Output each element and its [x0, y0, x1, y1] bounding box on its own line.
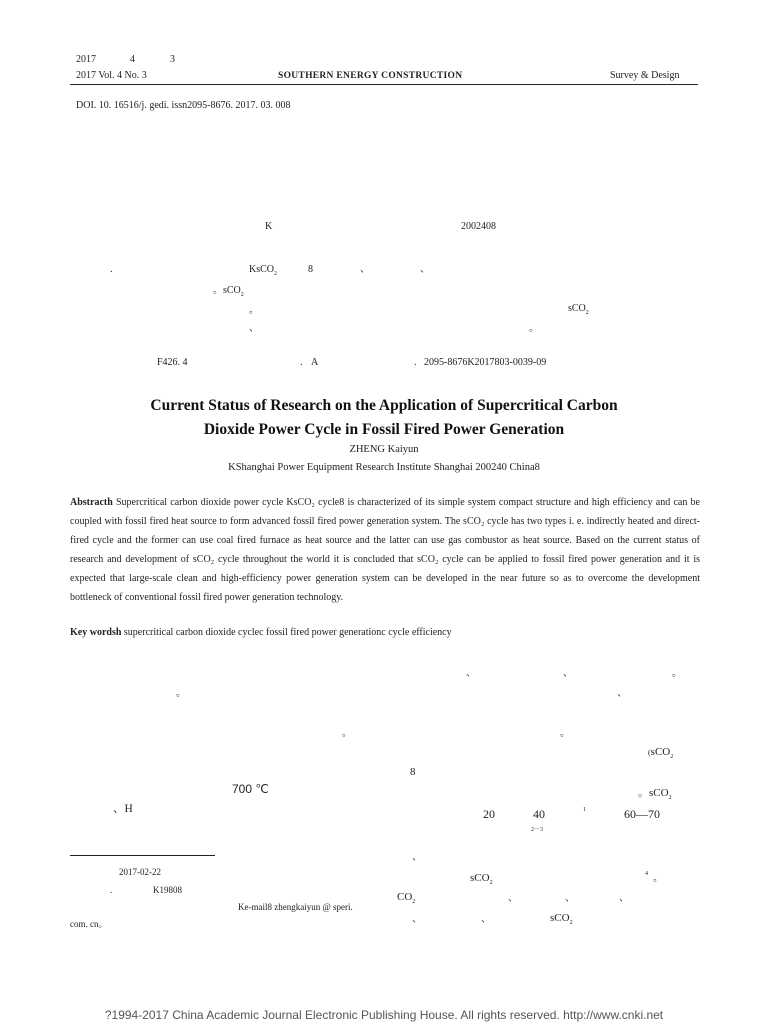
- body-frag: 、H: [113, 803, 133, 815]
- classification-dot: .: [414, 357, 417, 368]
- cn-abstract-frag: KsCO$_2$: [249, 264, 278, 277]
- header-journal: SOUTHERN ENERGY CONSTRUCTION: [278, 71, 463, 81]
- body-frag: 。: [560, 728, 570, 739]
- body-frag: 。: [672, 668, 682, 679]
- body-frag: $CO_2$: [397, 891, 416, 905]
- body-frag: 、: [481, 914, 491, 925]
- body-frag: 、: [563, 668, 573, 679]
- body-frag: 、: [412, 852, 422, 863]
- body-frag: 2－3: [531, 827, 544, 833]
- header-year: 2017: [76, 54, 96, 65]
- affiliation-cn-postcode: 2002408: [461, 221, 496, 232]
- header-volume-cn: 4: [130, 54, 135, 65]
- header-rule: [70, 84, 698, 85]
- body-frag: (sCO$_2$: [648, 746, 674, 760]
- cn-abstract-frag: 。: [249, 305, 259, 316]
- body-frag: sCO$_2$: [470, 872, 493, 886]
- body-frag: 1: [583, 807, 586, 813]
- body-frag: 8: [410, 766, 416, 778]
- keywords-label: Key wordsh: [70, 627, 122, 638]
- author-affiliation: KShanghai Power Equipment Research Institute Shanghai 200240 China8: [228, 462, 540, 473]
- copyright-notice: ?1994-2017 China Academic Journal Electronic Publishing House. All rights reserved. http://www.cnki.net: [104, 1008, 664, 1022]
- cn-abstract-frag: 8: [308, 264, 313, 275]
- cn-abstract-frag: sCO$_2$: [568, 303, 589, 316]
- paper-title-line-1: Current Status of Research on the Application of Supercritical Carbon: [150, 397, 618, 414]
- footnote-rule: [70, 855, 215, 856]
- cn-abstract-frag: .: [110, 264, 113, 275]
- keywords: [70, 623, 700, 642]
- body-frag: 、: [617, 688, 627, 699]
- abstract: [70, 493, 700, 607]
- body-frag: 、: [565, 893, 575, 904]
- footnote-email: Ke-mail8 zhengkaiyun @ speri.: [238, 902, 353, 912]
- classification-dot: .: [300, 357, 303, 368]
- body-frag: 4: [645, 871, 648, 877]
- abstract-text: Supercritical carbon dioxide power cycle KsCO₂ cycle8 is characterized of its simple system compact structure and high efficiency and can be coupled with fossil fired heat source to form advanced fossil fired power generation system. The sCO₂ cycle has two types i. e. indirectly heated and direct-fired cycle and the former can use coal fired furnace as heat source and the latter can use gas combustor as heat source. Based on the current status of research and development of sCO₂ cycle throughout the world it is concluded that sCO₂ cycle can be applied to fossil fired power generation and it is expected that large-scale clean and high-efficiency power generation system can be developed in the near future so as to overcome the development bottleneck of conventional fossil fired power generation technology.: [70, 497, 700, 603]
- footnote-received-date: 2017-02-22: [119, 867, 161, 877]
- cn-abstract-frag: 。sCO$_2$: [213, 285, 244, 298]
- body-frag: 20: [483, 807, 495, 821]
- cn-abstract-frag: 。: [529, 323, 539, 334]
- body-frag: 、: [412, 914, 422, 925]
- abstract-label: Abstracth: [70, 497, 113, 508]
- article-number: 2095-8676K2017803-0039-09: [424, 357, 547, 368]
- body-frag: 、: [508, 893, 518, 904]
- footnote-email-domain: com. cn。: [70, 919, 108, 929]
- body-frag: 。sCO$_2$: [638, 787, 672, 801]
- author-name: ZHENG Kaiyun: [349, 444, 419, 455]
- body-frag: sCO$_2$: [550, 912, 573, 926]
- body-frag: 。: [176, 688, 186, 699]
- body-frag: 40: [533, 807, 545, 821]
- header-section: Survey & Design: [610, 70, 680, 81]
- cn-abstract-frag: 、: [360, 264, 370, 275]
- affiliation-cn-k: K: [265, 221, 273, 232]
- clc-number: F426. 4: [157, 357, 188, 368]
- keywords-text: supercritical carbon dioxide cyclec fossil fired power generationc cycle efficiency: [121, 627, 452, 638]
- paper-title-line-2: Dioxide Power Cycle in Fossil Fired Power Generation: [203, 421, 565, 438]
- footnote-author-id: K19808: [153, 885, 182, 895]
- cn-abstract-frag: 、: [249, 323, 259, 334]
- body-frag: 。: [653, 873, 663, 884]
- body-frag: 60—70: [624, 807, 660, 821]
- doi: DOI. 10. 16516/j. gedi. issn2095-8676. 2017. 03. 008: [76, 100, 291, 111]
- cn-abstract-frag: 、: [420, 264, 430, 275]
- document-code: A: [311, 357, 319, 368]
- body-frag: 。: [342, 728, 352, 739]
- body-frag: 700 ℃: [232, 782, 269, 796]
- header-volume: 2017 Vol. 4 No. 3: [76, 70, 147, 81]
- body-frag: 、: [466, 668, 476, 679]
- body-frag: 、: [619, 893, 629, 904]
- header-issue-cn: 3: [170, 54, 175, 65]
- footnote-dot: .: [110, 885, 113, 895]
